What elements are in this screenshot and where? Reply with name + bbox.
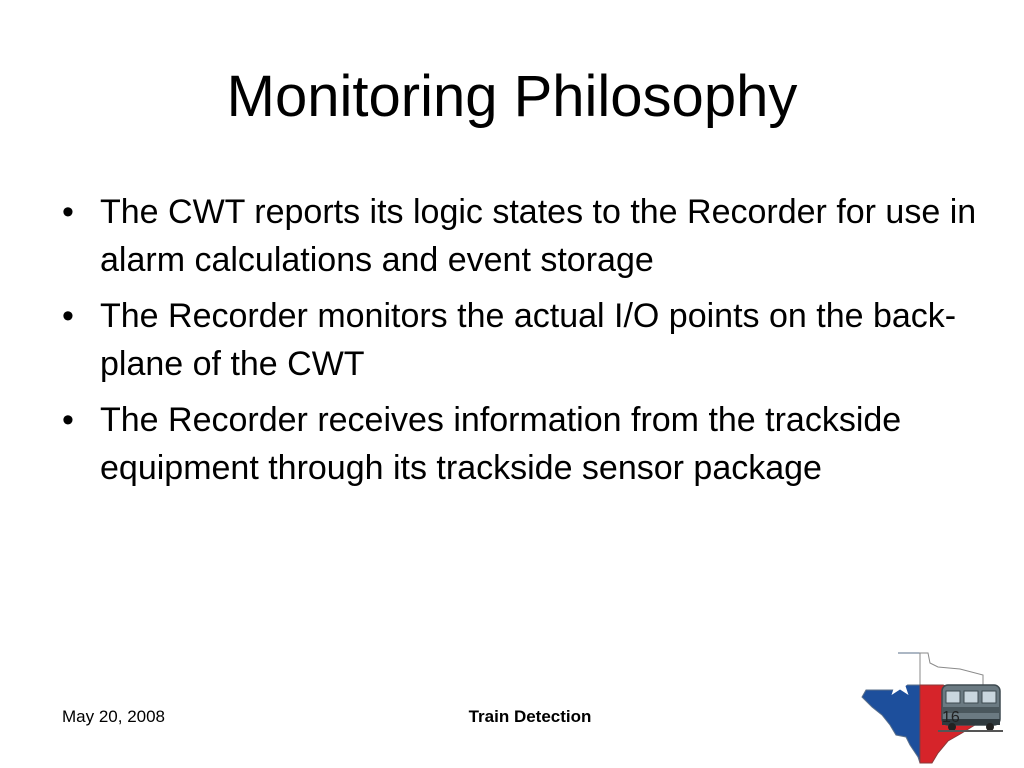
bullet-item [62, 188, 982, 284]
bullet-item [62, 396, 982, 492]
bullet-text: The CWT reports its logic states to the Recorder for use in alarm calculations and event storage [100, 193, 977, 279]
texas-train-logo-icon [858, 645, 1003, 765]
footer-date: May 20, 2008 [62, 707, 166, 726]
bullet-text: The Recorder receives information from the trackside equipment through its trackside sensor package [100, 401, 902, 487]
bullet-list [62, 188, 982, 500]
bullet-item [62, 292, 982, 388]
page-number: 16 [942, 709, 960, 726]
bullet-dot-icon: • [62, 297, 74, 335]
slide-title: Monitoring Philosophy [226, 64, 798, 129]
bullet-dot-icon: • [62, 401, 74, 439]
footer-title: Train Detection [468, 707, 592, 726]
bullet-dot-icon: • [62, 193, 74, 231]
bullet-text: The Recorder monitors the actual I/O points on the back-plane of the CWT [100, 297, 957, 383]
